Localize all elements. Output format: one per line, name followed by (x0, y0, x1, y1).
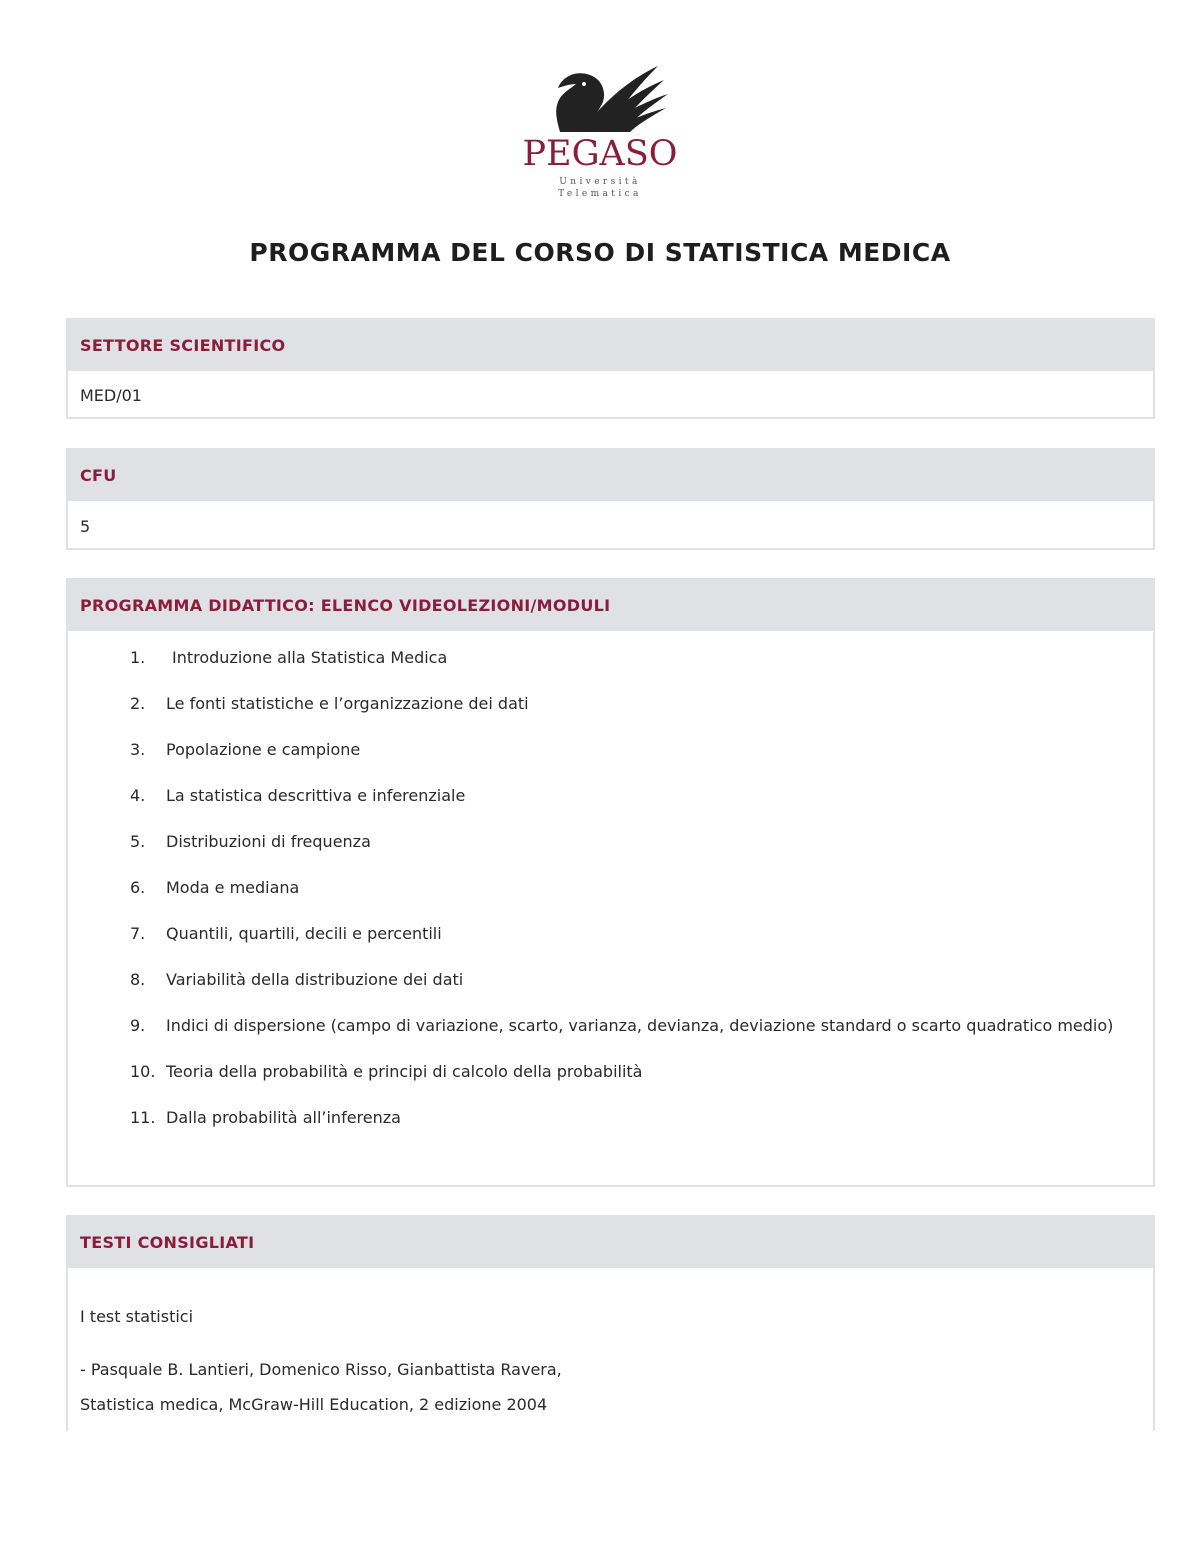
list-item (68, 1058, 1153, 1085)
list-item (68, 1104, 1153, 1131)
list-item (68, 690, 1153, 717)
list-item (68, 1012, 1153, 1039)
item-text: Variabilità della distribuzione dei dati (166, 970, 464, 989)
list-item (68, 644, 1153, 671)
item-number: 3. (130, 740, 146, 759)
item-number: 11. (130, 1108, 156, 1127)
item-text: Dalla probabilità all’inferenza (166, 1108, 401, 1127)
testi-consigliati-section (66, 1215, 1155, 1431)
list-item (68, 920, 1153, 947)
item-text: Indici di dispersione (campo di variazione, scarto, varianza, devianza, deviazione standard o scarto quadratico medio) (166, 1016, 1114, 1035)
item-text: La statistica descrittiva e inferenziale (166, 786, 466, 805)
item-text: Distribuzioni di frequenza (166, 832, 371, 851)
list-item (68, 828, 1153, 855)
settore-value: MED/01 (80, 386, 142, 405)
pegasus-horse-icon (520, 62, 680, 137)
list-item (68, 966, 1153, 993)
logo-subtitle: Università Telematica (558, 177, 642, 199)
item-number: 4. (130, 786, 146, 805)
item-text: Popolazione e campione (166, 740, 361, 759)
item-text: Moda e mediana (166, 878, 300, 897)
pegaso-logo (520, 62, 680, 199)
module-list (68, 644, 1153, 1150)
item-number: 1. (130, 648, 146, 667)
item-number: 10. (130, 1062, 156, 1081)
testi-subtitle: I test statistici (80, 1307, 194, 1326)
book-title: Statistica medica, McGraw-Hill Education, 2 edizione 2004 (80, 1395, 548, 1414)
item-text: Teoria della probabilità e principi di calcolo della probabilità (166, 1062, 643, 1081)
cfu-section (66, 448, 1155, 550)
settore-scientifico-section (66, 318, 1155, 419)
list-item (68, 874, 1153, 901)
logo-name: PEGASO (522, 134, 678, 174)
programma-didattico-section (66, 578, 1155, 1187)
testi-body (80, 1299, 562, 1422)
item-number: 5. (130, 832, 146, 851)
item-text: Le fonti statistiche e l’organizzazione dei dati (166, 694, 529, 713)
item-text: Quantili, quartili, decili e percentili (166, 924, 442, 943)
book-authors: - Pasquale B. Lantieri, Domenico Risso, Gianbattista Ravera, (80, 1360, 562, 1379)
item-number: 2. (130, 694, 146, 713)
list-item (68, 782, 1153, 809)
page-title: PROGRAMMA DEL CORSO DI STATISTICA MEDICA (249, 238, 951, 267)
cfu-value: 5 (80, 517, 91, 536)
section-heading: TESTI CONSIGLIATI (68, 1217, 1153, 1268)
item-text: Introduzione alla Statistica Medica (172, 648, 448, 667)
list-item (68, 736, 1153, 763)
item-number: 8. (130, 970, 146, 989)
item-number: 7. (130, 924, 146, 943)
section-heading: CFU (68, 450, 1153, 501)
item-number: 9. (130, 1016, 146, 1035)
section-heading: PROGRAMMA DIDATTICO: ELENCO VIDEOLEZIONI/MODULI (68, 580, 1153, 631)
item-number: 6. (130, 878, 146, 897)
section-heading: SETTORE SCIENTIFICO (68, 320, 1153, 371)
